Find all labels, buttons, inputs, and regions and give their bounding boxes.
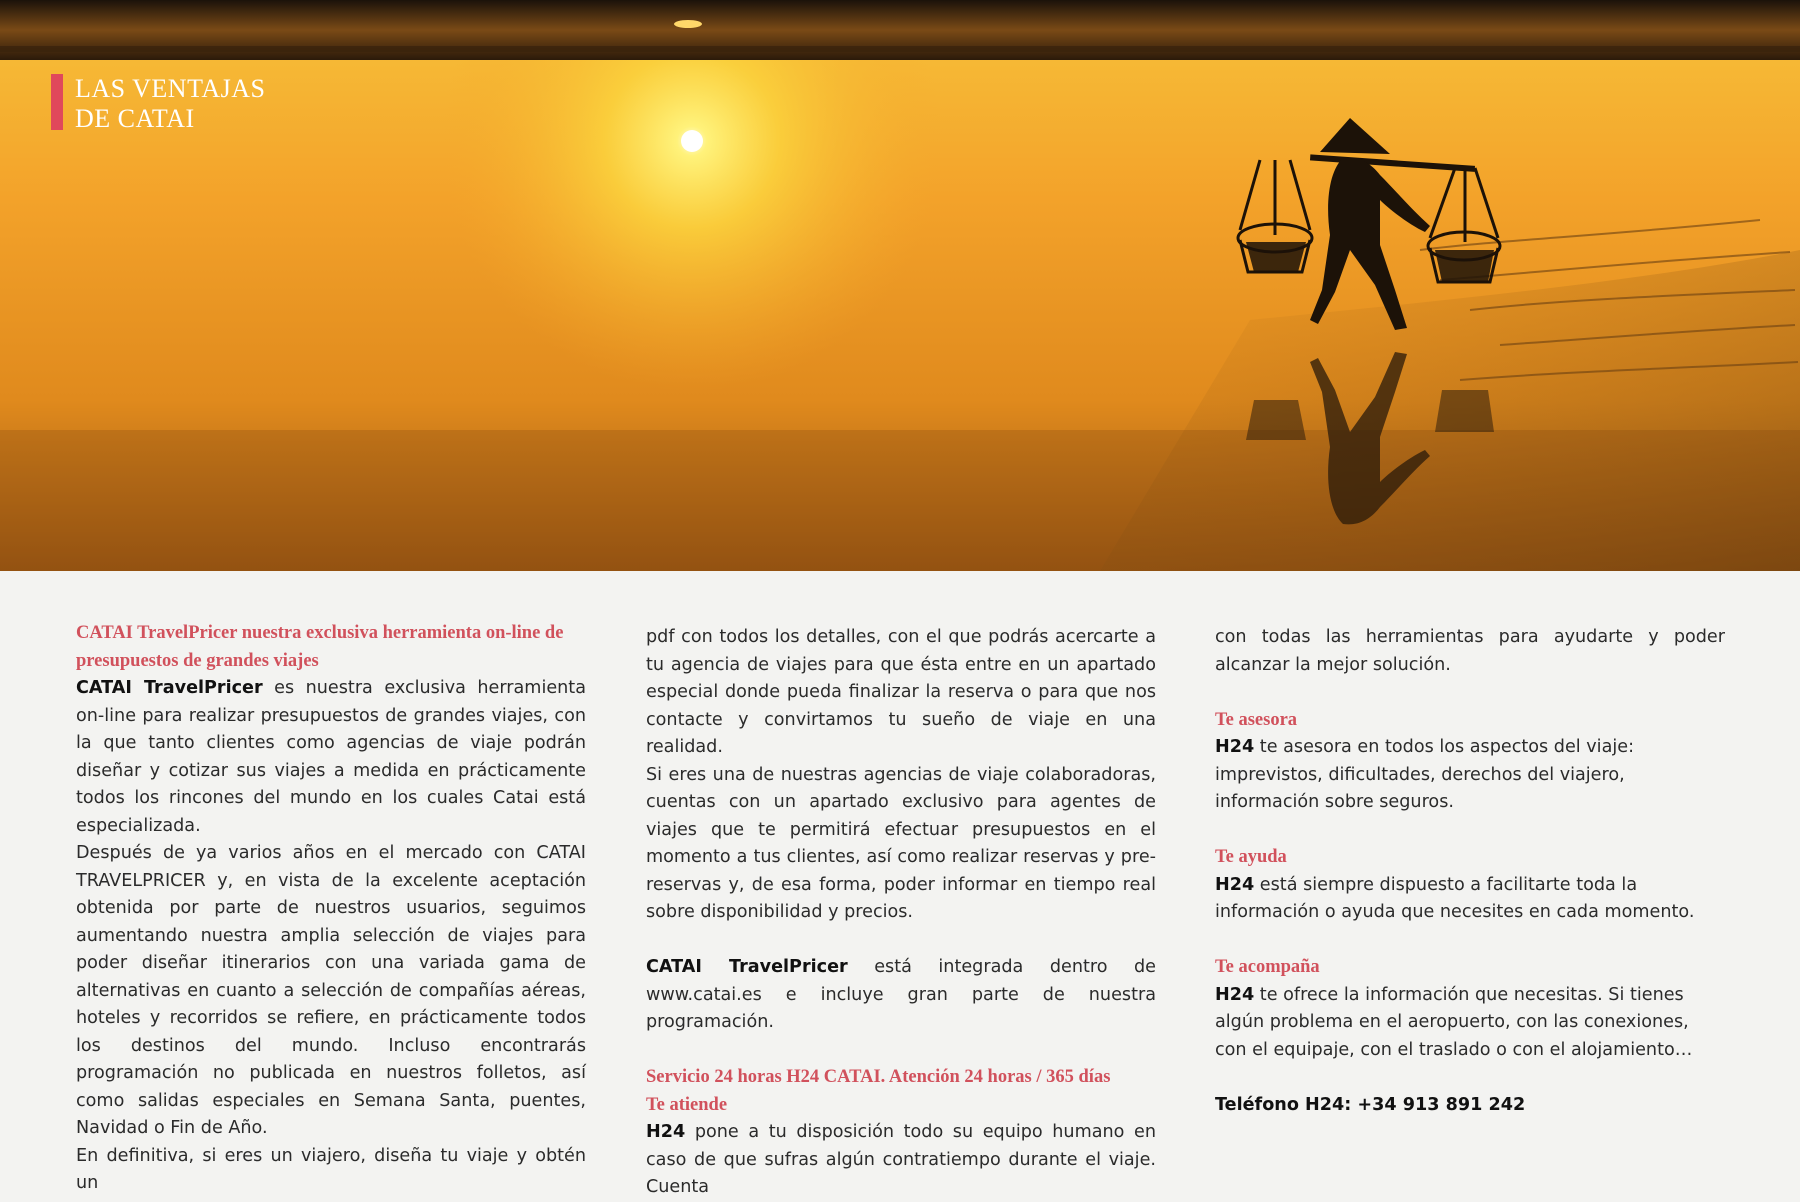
te-asesora-heading: Te asesora <box>1215 709 1298 730</box>
te-ayuda-paragraph <box>1215 872 1725 927</box>
paragraph-text: está siempre dispuesto a facilitarte toda la información o ayuda que necesites en cada momento. <box>1215 874 1695 922</box>
section-title-line2: DE CATAI <box>75 104 195 133</box>
section-title <box>75 74 266 134</box>
te-ayuda-heading: Te ayuda <box>1215 847 1287 867</box>
pdf-paragraph: pdf con todos los detalles, con el que podrás acercarte a tu agencia de viajes para que ésta entre en un apartado especial donde pueda finalizar la reserva o para que nos contacte y convirtamos tu sueño de viaje en una realidad. <box>646 627 1156 757</box>
te-acompana-paragraph <box>1215 982 1725 1065</box>
paragraph-text: te asesora en todos los aspectos del viaje: imprevistos, dificultades, derechos del viajero, información sobre seguros. <box>1215 737 1634 812</box>
te-acompana-heading: Te acompaña <box>1215 957 1320 977</box>
paragraph-text: pone a tu disposición todo su equipo humano en caso de que sufras algún contratiempo durante el viaje. Cuenta <box>646 1122 1156 1197</box>
paragraph-text: está integrada dentro de www.catai.es e incluye gran parte de nuestra programación. <box>646 957 1156 1032</box>
paragraph-text: es nuestra exclusiva herramienta on-line para realizar presupuestos de grandes viajes, con la que tanto clientes como agencias de viaje podrán diseñar y cotizar sus viajes a medida en prácticamente todos los rincones del mundo en los cuales Catai está especializada. <box>76 678 586 836</box>
h24-phone: Teléfono H24: +34 913 891 242 <box>1215 1094 1526 1115</box>
paragraph-text: te ofrece la información que necesitas. Si tienes algún problema en el aeropuerto, con las conexiones, con el equipaje, con el traslado o con el alojamiento… <box>1215 984 1693 1060</box>
h24-label: H24 <box>1215 737 1255 757</box>
integration-paragraph <box>646 954 1156 1037</box>
solution-paragraph: con todas las herramientas para ayudarte y poder alcanzar la mejor solución. <box>1215 627 1725 675</box>
text-column-2 <box>646 624 1156 1202</box>
section-title-line1: LAS VENTAJAS <box>75 74 266 103</box>
h24-label: H24 <box>646 1122 686 1142</box>
brand-name: CATAI TravelPricer <box>646 957 848 977</box>
h24-label: H24 <box>1215 874 1255 895</box>
te-atiende-paragraph <box>646 1119 1156 1202</box>
te-asesora-paragraph <box>1215 734 1725 817</box>
h24-label: H24 <box>1215 984 1255 1005</box>
section-title-tag <box>51 74 266 134</box>
h24-service-heading: Servicio 24 horas H24 CATAI. Atención 24 horas / 365 días <box>646 1067 1111 1087</box>
sunset-salt-field-photo <box>0 0 1800 571</box>
text-column-1 <box>76 620 586 1198</box>
agencies-paragraph: Si eres una de nuestras agencias de viaje colaboradoras, cuentas con un apartado exclusivo para agentes de viajes que te permitirá efectuar presupuestos en el momento a tus clientes, así como realizar reservas y pre-reservas y, de esa forma, poder informar en tiempo real sobre disponibilidad y precios. <box>646 764 1156 922</box>
te-atiende-heading: Te atiende <box>646 1094 728 1115</box>
accent-bar <box>51 74 63 130</box>
travelpricer-paragraph-3: En definitiva, si eres un viajero, diseña tu viaje y obtén un <box>76 1145 586 1193</box>
hero-photo <box>0 0 1800 571</box>
travelpricer-paragraph-1 <box>76 675 586 840</box>
text-column-3 <box>1215 624 1725 1119</box>
travelpricer-heading: CATAI TravelPricer nuestra exclusiva herramienta on-line de presupuestos de grandes viajes <box>76 623 564 671</box>
travelpricer-paragraph-2: Después de ya varios años en el mercado con CATAI TRAVELPRICER y, en vista de la excelente aceptación obtenida por parte de nuestros usuarios, seguimos aumentando nuestra amplia selección de viajes para poder diseñar itinerarios con una variada gama de alternativas en cuanto a selección de compañías aéreas, hoteles y recorridos se refiere, en prácticamente todos los destinos del mundo. Incluso encontrarás programación no publicada en nuestros folletos, así como salidas especiales en Semana Santa, puentes, Navidad o Fin de Año. <box>76 843 586 1138</box>
brand-name: CATAI TravelPricer <box>76 678 263 698</box>
